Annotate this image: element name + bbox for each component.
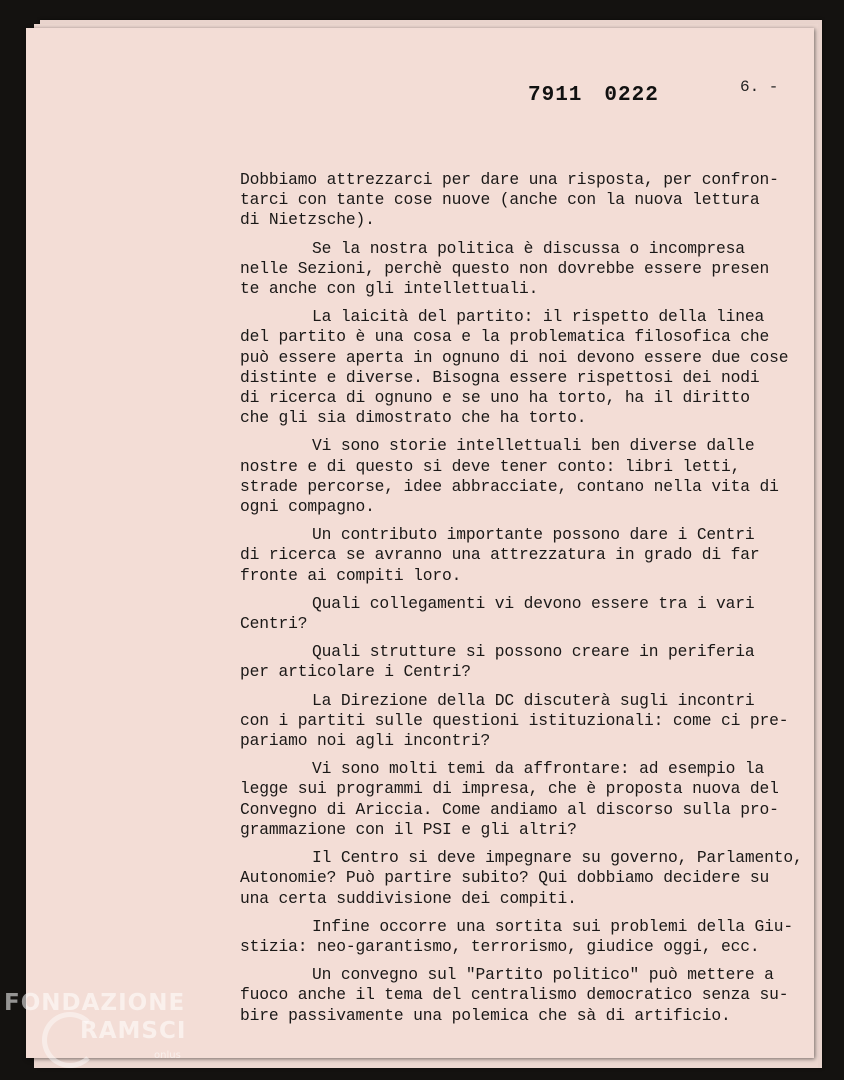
paragraph: Quali collegamenti vi devono essere tra i vari Centri? <box>240 593 755 634</box>
paragraph: Dobbiamo attrezzarci per dare una risposta, per confron- tarci con tante cose nuove (anche con la nuova lettura di Nietzsche). <box>240 170 779 230</box>
logo-line-1: FONDAZIONE <box>4 990 186 1016</box>
paragraph: Un contributo importante possono dare i Centri di ricerca se avranno una attrezzatura in grado di far fronte ai compiti loro. <box>240 525 760 585</box>
paragraph: Quali strutture si possono creare in periferia per articolare i Centri? <box>240 642 755 682</box>
archive-reference-number <box>528 84 659 107</box>
paragraph: Il Centro si deve impegnare su governo, Parlamento, Autonomie? Può partire subito? Qui dobbiamo decidere su una certa suddivisione dei compiti. <box>240 848 803 908</box>
fondazione-gramsci-logo <box>4 990 187 1061</box>
paragraph: Vi sono molti temi da affrontare: ad esempio la legge sui programmi di impresa, che è proposta nuova del Convegno di Ariccia. Come andiamo al discorso sulla pro- grammazione con il PSI e gli altri? <box>240 759 779 839</box>
paragraph: La Direzione della DC discuterà sugli incontri con i partiti sulle questioni istituzionali: come ci pre- pariamo noi agli incontri? <box>240 690 789 751</box>
logo-line-3: onlus <box>154 1050 181 1061</box>
document-body <box>240 170 820 1034</box>
paragraph: Infine occorre una sortita sui problemi della Giu- stizia: neo-garantismo, terrorismo, giudice oggi, ecc. <box>240 916 794 956</box>
reference-left: 7911 <box>528 84 583 107</box>
paragraph: Se la nostra politica è discussa o incompresa nelle Sezioni, perchè questo non dovrebbe essere presen te anche con gli intellettuali. <box>240 238 770 299</box>
paragraph: La laicità del partito: il rispetto della linea del partito è una cosa e la problematica filosofica che può essere aperta in ognuno di noi devono essere due cose distinte e diverse. Bisogna essere rispettosi dei nodi di ricerca di ognuno e se uno ha torto, ha il diritto che gli sia dimostrato che ha torto. <box>240 307 789 428</box>
page-number: 6. - <box>740 78 779 96</box>
paragraph: Un convegno sul "Partito politico" può mettere a fuoco anche il tema del centralismo democratico senza su- bire passivamente una polemica che sà di artificio. <box>240 965 789 1025</box>
reference-right: 0222 <box>604 84 659 107</box>
paragraph: Vi sono storie intellettuali ben diverse dalle nostre e di questo si deve tener conto: libri letti, strade percorse, idee abbracciate, contano nella vita di ogni compagno. <box>240 436 779 517</box>
logo-line-2: RAMSCI <box>80 1018 187 1044</box>
